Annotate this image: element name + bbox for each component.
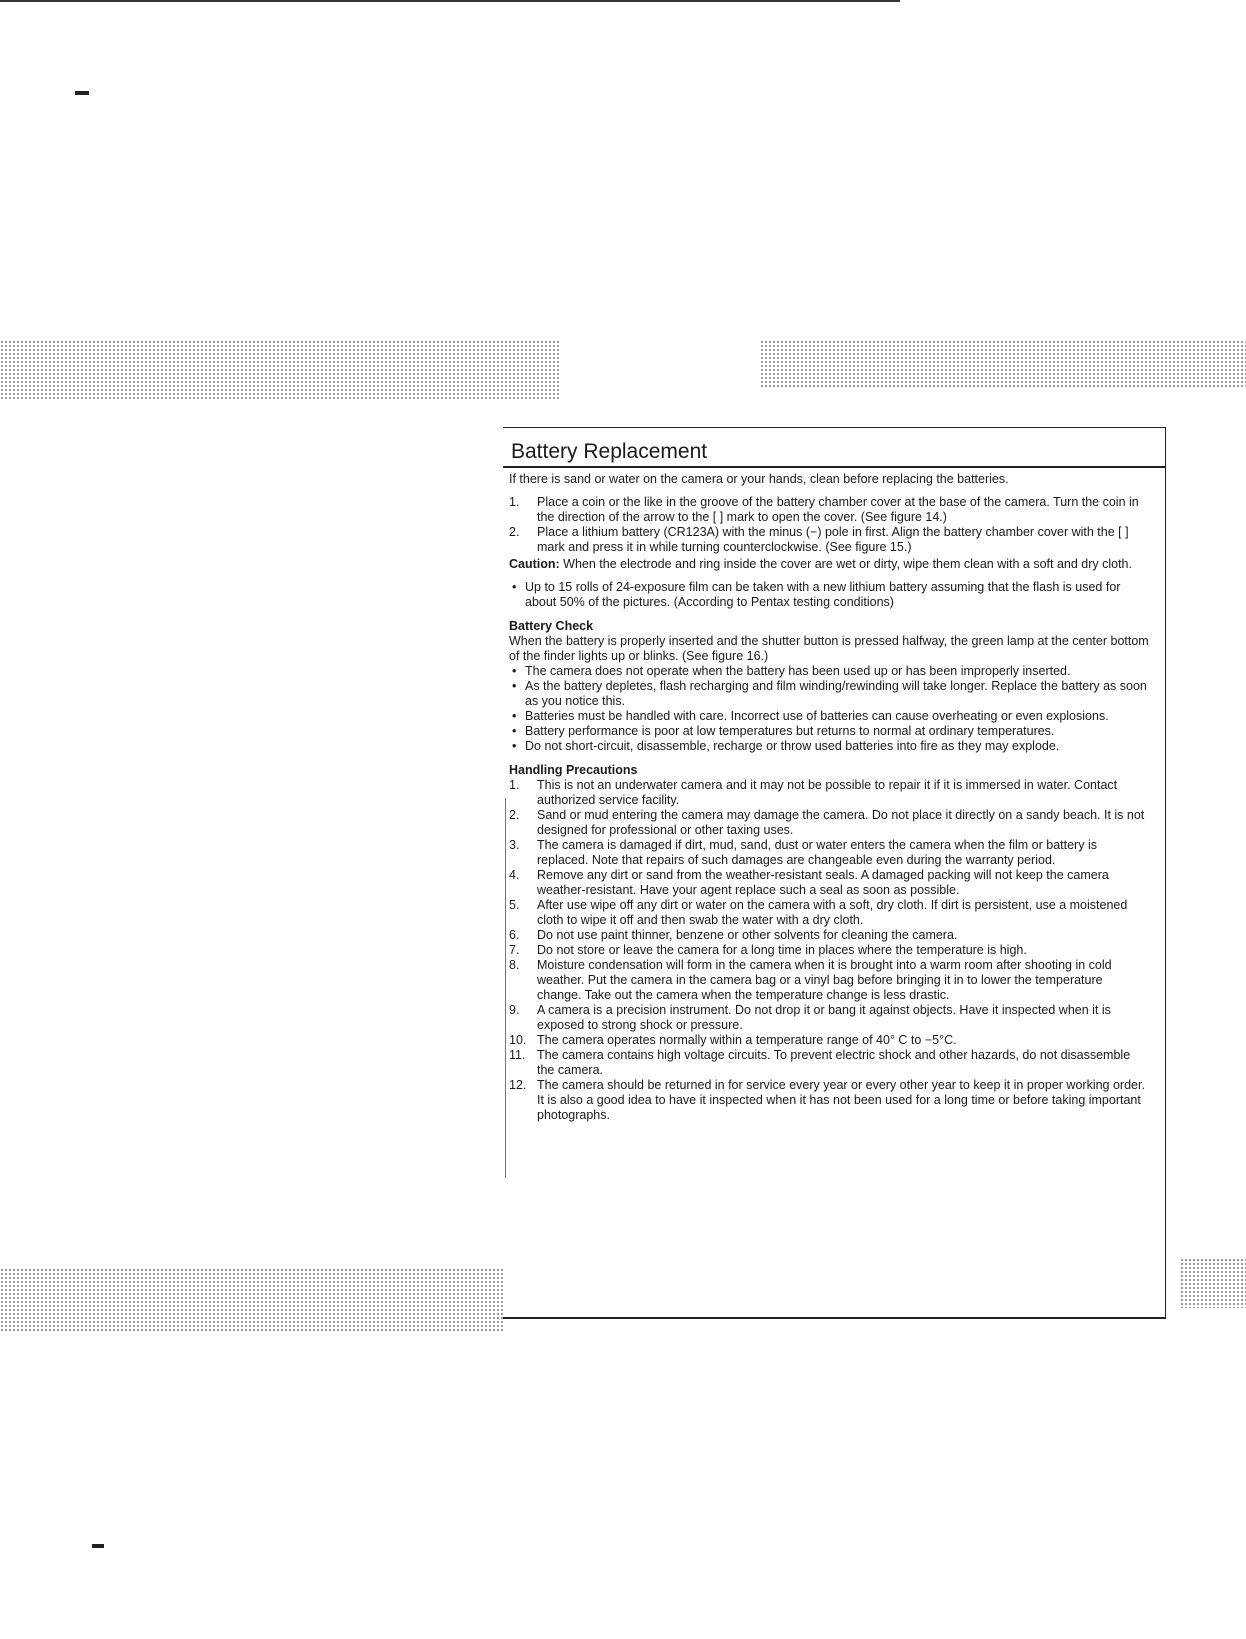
- item-number: 2.: [509, 808, 520, 822]
- list-item: [509, 495, 1149, 525]
- list-item: [509, 525, 1149, 555]
- list-item: [509, 958, 1149, 1003]
- list-item: [509, 739, 1149, 754]
- list-item: [509, 679, 1149, 709]
- item-number: 12.: [509, 1078, 527, 1092]
- film-note: Up to 15 rolls of 24-exposure film can be taken with a new lithium battery assuming that the flash is used for about 50% of the pictures. (According to Pentax testing conditions): [525, 580, 1121, 609]
- film-note-list: [509, 580, 1149, 610]
- page-title: Battery Replacement: [511, 440, 708, 463]
- list-item: [509, 1048, 1149, 1078]
- item-text: The camera is damaged if dirt, mud, sand, dust or water enters the camera when the film or battery is replaced. Note that repairs of such damages are changeable even during the warranty period.: [537, 838, 1097, 867]
- bullet-icon: •: [512, 709, 517, 723]
- list-item: [509, 838, 1149, 868]
- replacement-steps: [509, 495, 1149, 555]
- battery-check-text: When the battery is properly inserted and the shutter button is pressed halfway, the green lamp at the center bottom of the finder lights up or blinks. (See figure 16.): [509, 634, 1149, 663]
- bullet-text: As the battery depletes, flash recharging and film winding/rewinding will take longer. Replace the battery as soon as you notice this.: [525, 679, 1147, 708]
- item-text: Moisture condensation will form in the camera when it is brought into a warm room after shooting in cold weather. Put the camera in the camera bag or a vinyl bag before bringing it in to lower the temperature change. Take out the camera when the temperature change is less drastic.: [537, 958, 1112, 1002]
- item-number: 4.: [509, 868, 520, 882]
- item-number: 10.: [509, 1033, 527, 1047]
- item-text: Do not store or leave the camera for a long time in places where the temperature is high.: [537, 943, 1027, 957]
- halftone-band-bottom-left: [0, 1268, 505, 1332]
- list-item: [509, 1078, 1149, 1123]
- item-text: After use wipe off any dirt or water on the camera with a soft, dry cloth. If dirt is persistent, use a moistened cloth to wipe it off and then swab the water with a dry cloth.: [537, 898, 1128, 927]
- battery-check-bullets: [509, 664, 1149, 754]
- item-number: 3.: [509, 838, 520, 852]
- scan-top-rule: [0, 0, 900, 2]
- bullet-text: Do not short-circuit, disassemble, recharge or throw used batteries into fire as they may explode.: [525, 739, 1060, 753]
- list-item: [509, 943, 1149, 958]
- bullet-text: The camera does not operate when the battery has been used up or has been improperly inserted.: [525, 664, 1071, 678]
- list-item: [509, 808, 1149, 838]
- item-number: 9.: [509, 1003, 520, 1017]
- list-item: [509, 1033, 1149, 1048]
- item-text: The camera operates normally within a temperature range of 40° C to −5°C.: [537, 1033, 957, 1047]
- caution-text: When the electrode and ring inside the cover are wet or dirty, wipe them clean with a soft and dry cloth.: [563, 557, 1132, 571]
- handling-heading: Handling Precautions: [509, 763, 638, 777]
- bullet-icon: •: [512, 580, 517, 594]
- item-text: The camera should be returned in for service every year or every other year to keep it in proper working order. It is also a good idea to have it inspected when it has not been used for a long time or before taking important photographs.: [537, 1078, 1145, 1122]
- item-text: This is not an underwater camera and it may not be possible to repair it if it is immersed in water. Contact authorized service facility.: [537, 778, 1118, 807]
- item-number: 5.: [509, 898, 520, 912]
- halftone-band-bottom-right: [1180, 1258, 1246, 1308]
- item-number: 1.: [509, 778, 520, 792]
- list-item: [509, 778, 1149, 808]
- list-item: [509, 868, 1149, 898]
- battery-check-heading: Battery Check: [509, 619, 594, 633]
- page-content: [509, 472, 1149, 1125]
- list-item: [509, 898, 1149, 928]
- bullet-text: Battery performance is poor at low temperatures but returns to normal at ordinary temperatures.: [525, 724, 1055, 738]
- list-item: [509, 724, 1149, 739]
- manual-page: [503, 427, 1166, 1319]
- item-number: 2.: [509, 525, 520, 539]
- item-text: Do not use paint thinner, benzene or other solvents for cleaning the camera.: [537, 928, 958, 942]
- item-number: 6.: [509, 928, 520, 942]
- frame-top-border: [503, 427, 1166, 428]
- list-item: [509, 928, 1149, 943]
- item-text: Sand or mud entering the camera may damage the camera. Do not place it directly on a sandy beach. It is not designed for professional or other taxing uses.: [537, 808, 1145, 837]
- item-text: Remove any dirt or sand from the weather-resistant seals. A damaged packing will not keep the camera weather-resistant. Have your agent replace such a seal as soon as possible.: [537, 868, 1109, 897]
- item-text: The camera contains high voltage circuits. To prevent electric shock and other hazards, do not disassemble the camera.: [537, 1048, 1131, 1077]
- item-text: A camera is a precision instrument. Do not drop it or bang it against objects. Have it inspected when it is exposed to strong shock or pressure.: [537, 1003, 1111, 1032]
- item-number: 11.: [509, 1048, 526, 1062]
- list-item: [509, 664, 1149, 679]
- item-number: 1.: [509, 495, 520, 509]
- scan-speck: [92, 1544, 104, 1548]
- bullet-text: Batteries must be handled with care. Incorrect use of batteries can cause overheating or even explosions.: [525, 709, 1109, 723]
- caution-label: Caution:: [509, 557, 560, 571]
- list-item: [509, 580, 1149, 610]
- bullet-icon: •: [512, 679, 517, 693]
- bullet-icon: •: [512, 739, 517, 753]
- intro-text: If there is sand or water on the camera or your hands, clean before replacing the batteries.: [509, 472, 1009, 486]
- list-item: [509, 1003, 1149, 1033]
- bullet-icon: •: [512, 664, 517, 678]
- item-text: Place a lithium battery (CR123A) with the minus (−) pole in first. Align the battery chamber cover with the [ ] mark and press it in while turning counterclockwise. (See figure 15.): [537, 525, 1129, 554]
- caution-note: [509, 557, 1149, 572]
- title-underline: [503, 466, 1166, 468]
- handling-list: [509, 778, 1149, 1123]
- item-number: 7.: [509, 943, 520, 957]
- frame-right-border: [1165, 427, 1166, 1319]
- bullet-icon: •: [512, 724, 517, 738]
- item-text: Place a coin or the like in the groove of the battery chamber cover at the base of the camera. Turn the coin in the direction of the arrow to the [ ] mark to open the cover. (See figure 14.): [537, 495, 1139, 524]
- item-number: 8.: [509, 958, 520, 972]
- scan-speck: [75, 91, 89, 95]
- list-item: [509, 709, 1149, 724]
- halftone-band-left: [0, 340, 560, 400]
- frame-bottom-border: [503, 1317, 1166, 1319]
- halftone-band-right: [760, 340, 1246, 388]
